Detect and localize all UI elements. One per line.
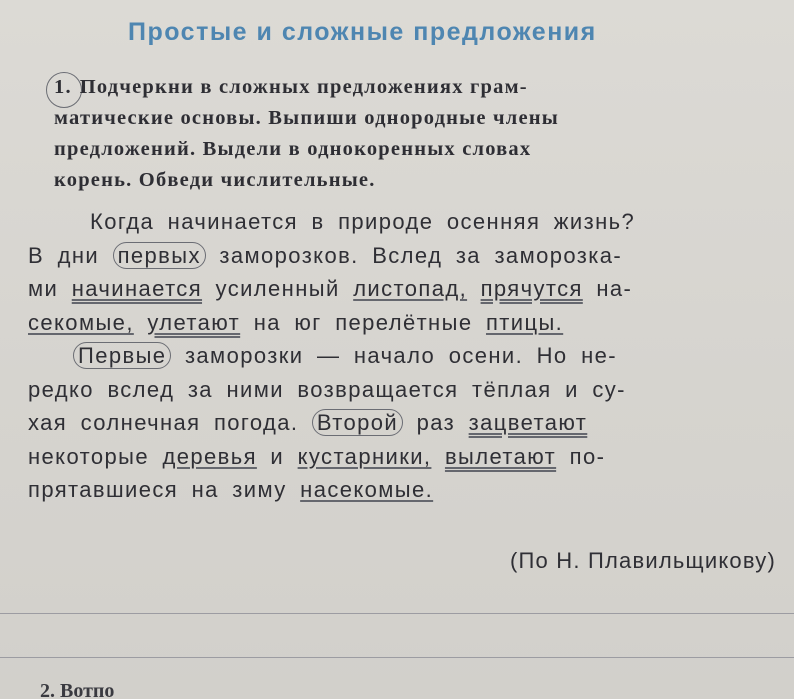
answer-line	[0, 657, 794, 658]
story-line: ми начинается усиленный листопад, прячутся на-	[28, 276, 633, 301]
predicate-underline: вылетают	[444, 443, 557, 469]
task-line: корень. Обведи числительные.	[54, 169, 376, 191]
story-line: хая солнечная погода. Второй раз зацветают	[28, 410, 588, 435]
subject-underline: секомые,	[28, 309, 134, 335]
answer-line	[0, 613, 794, 614]
subject-underline: деревья	[162, 443, 257, 469]
story-line: редко вслед за ними возвращается тёплая и су-	[28, 376, 626, 402]
task-line: предложений. Выдели в однокоренных словах	[54, 138, 532, 160]
story-line: некоторые деревья и кустарники, вылетают по-	[28, 443, 606, 469]
task-line: 1. Подчеркни в сложных предложениях грам-	[54, 76, 528, 98]
subject-underline: листопад,	[353, 276, 468, 301]
story-line: Когда начинается в природе осенняя жизнь?	[90, 209, 636, 234]
predicate-underline: зацветают	[468, 410, 588, 435]
story-text	[28, 205, 768, 507]
circled-word: первых	[113, 242, 206, 269]
subject-underline: насекомые.	[300, 477, 434, 502]
predicate-underline: улетают	[147, 309, 241, 335]
task-number: 1.	[54, 76, 72, 98]
predicate-underline: прячутся	[480, 276, 583, 301]
predicate-underline: начинается	[71, 276, 203, 301]
circled-word: Второй	[312, 409, 403, 436]
story-line: секомые, улетают на юг перелётные птицы.	[28, 309, 564, 335]
task-instruction	[54, 72, 764, 196]
task-line: матические основы. Выпиши однородные члены	[54, 107, 559, 129]
subject-underline: кустарники,	[297, 443, 432, 469]
section-heading: Простые и сложные предложения	[128, 18, 597, 46]
story-line: Первые заморозки — начало осени. Но не-	[28, 339, 768, 373]
next-task-fragment: 2. Вотпо	[40, 680, 115, 699]
attribution: (По Н. Плавильщикову)	[510, 548, 776, 573]
circled-word: Первые	[73, 342, 171, 369]
story-line: прятавшиеся на зиму насекомые.	[28, 477, 434, 502]
subject-underline: птицы.	[485, 309, 564, 335]
story-line: В дни первых заморозков. Вслед за заморозка-	[28, 242, 623, 268]
